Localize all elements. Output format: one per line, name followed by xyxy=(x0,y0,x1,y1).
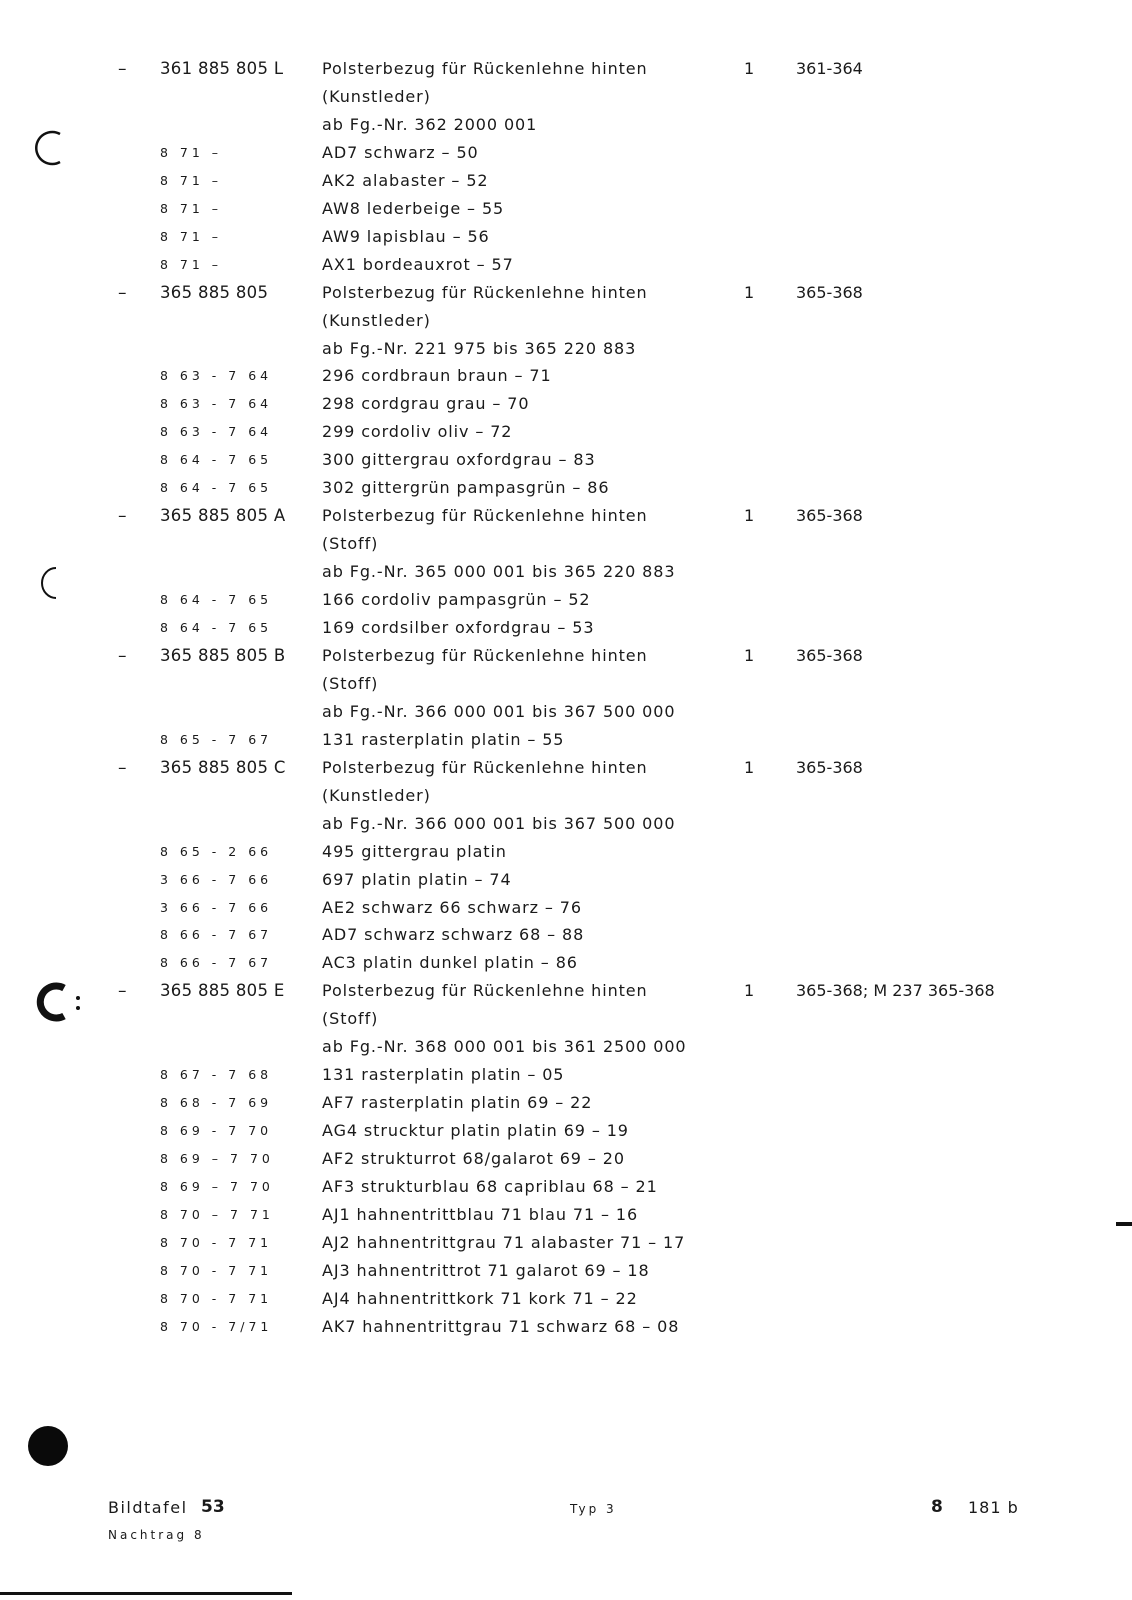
description: Polsterbezug für Rückenlehne hinten xyxy=(322,282,648,302)
description: ab Fg.-Nr. 221 975 bis 365 220 883 xyxy=(322,338,637,358)
part-number: 365 885 805 xyxy=(160,282,269,302)
date-range: 8 69 – 7 70 xyxy=(160,1179,274,1194)
table-row xyxy=(0,140,1132,166)
table-row xyxy=(0,1286,1132,1312)
date-range: 8 71 – xyxy=(160,256,223,272)
description: AC3 platin dunkel platin – 86 xyxy=(322,953,578,973)
description: AF3 strukturblau 68 capriblau 68 – 21 xyxy=(322,1177,658,1196)
description: AJ2 hahnentrittgrau 71 alabaster 71 – 17 xyxy=(322,1232,686,1252)
quantity: 1 xyxy=(744,981,755,1001)
date-range: 8 71 – xyxy=(160,172,223,188)
table-row xyxy=(0,196,1132,222)
date-range: 8 63 - 7 64 xyxy=(160,424,273,440)
table-row xyxy=(0,699,1132,725)
quantity: 1 xyxy=(744,757,755,777)
description: ab Fg.-Nr. 365 000 001 bis 365 220 883 xyxy=(322,562,676,582)
description: AX1 bordeauxrot – 57 xyxy=(322,254,514,274)
table-row xyxy=(0,1314,1132,1340)
description: (Kunstleder) xyxy=(322,310,431,330)
date-range: 8 70 – 7 71 xyxy=(160,1206,274,1222)
illustration-ref: 365-368 xyxy=(796,645,863,665)
row-dash: – xyxy=(118,981,127,1002)
description: AW9 lapisblau – 56 xyxy=(322,226,490,246)
row-dash: – xyxy=(118,59,127,79)
illustration-ref: 365-368; M 237 365-368 xyxy=(796,981,995,1001)
date-range: 8 64 - 7 65 xyxy=(160,620,273,635)
description: (Stoff) xyxy=(322,673,379,693)
table-row xyxy=(0,531,1132,557)
description: AW8 lederbeige – 55 xyxy=(322,198,505,218)
description: (Kunstleder) xyxy=(322,785,431,805)
description: (Kunstleder) xyxy=(322,86,431,106)
table-row xyxy=(0,1062,1132,1088)
description: ab Fg.-Nr. 366 000 001 bis 367 500 000 xyxy=(322,813,676,833)
description: AK7 hahnentrittgrau 71 schwarz 68 – 08 xyxy=(322,1316,680,1336)
row-dash: – xyxy=(118,506,127,527)
typ-label: Typ 3 xyxy=(570,1502,617,1516)
date-range: 8 71 – xyxy=(160,228,223,244)
table-row xyxy=(0,811,1132,837)
description: Polsterbezug für Rückenlehne hinten xyxy=(322,981,648,1001)
description: AF7 rasterplatin platin 69 – 22 xyxy=(322,1093,593,1113)
date-range: 8 64 - 7 65 xyxy=(160,452,273,468)
binding-hole-solid xyxy=(26,1424,72,1470)
date-range: 8 70 - 7/71 xyxy=(160,1318,273,1334)
date-range: 8 71 – xyxy=(160,200,223,216)
table-row xyxy=(0,336,1132,362)
description: 131 rasterplatin platin – 05 xyxy=(322,1065,565,1085)
part-number: 365 885 805 E xyxy=(160,981,285,1001)
description: 298 cordgrau grau – 70 xyxy=(322,394,530,414)
scan-edge-bottom xyxy=(0,1592,292,1595)
table-row xyxy=(0,503,1132,529)
illustration-ref: 365-368 xyxy=(796,282,863,302)
quantity: 1 xyxy=(744,59,755,78)
table-row xyxy=(0,1258,1132,1284)
description: 300 gittergrau oxfordgrau – 83 xyxy=(322,450,596,470)
table-row xyxy=(0,1034,1132,1060)
date-range: 8 66 - 7 67 xyxy=(160,927,273,943)
description: AD7 schwarz schwarz 68 – 88 xyxy=(322,925,585,945)
table-row xyxy=(0,867,1132,893)
description: 296 cordbraun braun – 71 xyxy=(322,366,552,386)
table-row xyxy=(0,978,1132,1004)
table-row xyxy=(0,391,1132,417)
date-range: 3 66 - 7 66 xyxy=(160,899,273,915)
description: AK2 alabaster – 52 xyxy=(322,170,489,190)
table-row xyxy=(0,559,1132,585)
table-row xyxy=(0,755,1132,781)
date-range: 8 70 - 7 71 xyxy=(160,1234,273,1250)
description: ab Fg.-Nr. 366 000 001 bis 367 500 000 xyxy=(322,701,676,721)
description: AF2 strukturrot 68/galarot 69 – 20 xyxy=(322,1149,625,1169)
description: AJ4 hahnentrittkork 71 kork 71 – 22 xyxy=(322,1288,638,1308)
description: 169 cordsilber oxfordgrau – 53 xyxy=(322,618,595,637)
table-row xyxy=(0,727,1132,753)
description: 299 cordoliv oliv – 72 xyxy=(322,422,513,442)
date-range: 8 70 - 7 71 xyxy=(160,1290,273,1306)
description: Polsterbezug für Rückenlehne hinten xyxy=(322,757,648,777)
part-number: 365 885 805 B xyxy=(160,645,286,665)
description: 302 gittergrün pampasgrün – 86 xyxy=(322,478,610,498)
table-row xyxy=(0,56,1132,82)
illustration-ref: 361-364 xyxy=(796,59,863,78)
page-number: 181 b xyxy=(968,1498,1019,1517)
description: 131 rasterplatin platin – 55 xyxy=(322,729,565,749)
description: 495 gittergrau platin xyxy=(322,841,507,861)
description: ab Fg.-Nr. 368 000 001 bis 361 2500 000 xyxy=(322,1037,687,1057)
date-range: 8 65 - 2 66 xyxy=(160,843,273,859)
table-row xyxy=(0,475,1132,501)
table-row xyxy=(0,447,1132,473)
description: AJ3 hahnentrittrot 71 galarot 69 – 18 xyxy=(322,1260,650,1280)
illustration-ref: 365-368 xyxy=(796,757,863,777)
date-range: 3 66 - 7 66 xyxy=(160,871,273,887)
date-range: 8 69 – 7 70 xyxy=(160,1151,274,1167)
description: AE2 schwarz 66 schwarz – 76 xyxy=(322,897,582,917)
date-range: 8 66 - 7 67 xyxy=(160,955,273,971)
date-range: 8 71 – xyxy=(160,144,223,160)
table-row xyxy=(0,363,1132,389)
nachtrag-label: Nachtrag 8 xyxy=(108,1528,205,1542)
table-row xyxy=(0,1118,1132,1144)
row-dash: – xyxy=(118,645,127,666)
table-row xyxy=(0,950,1132,976)
table-row xyxy=(0,839,1132,865)
table-row xyxy=(0,112,1132,138)
table-row xyxy=(0,419,1132,445)
table-row xyxy=(0,783,1132,809)
quantity: 1 xyxy=(744,645,755,665)
description: (Stoff) xyxy=(322,1009,379,1029)
description: Polsterbezug für Rückenlehne hinten xyxy=(322,506,648,526)
table-row xyxy=(0,280,1132,306)
quantity: 1 xyxy=(744,506,755,526)
part-number: 365 885 805 C xyxy=(160,757,286,777)
table-row xyxy=(0,1146,1132,1172)
description: (Stoff) xyxy=(322,534,379,554)
date-range: 8 68 - 7 69 xyxy=(160,1095,273,1111)
date-range: 8 64 - 7 65 xyxy=(160,592,273,608)
description: AD7 schwarz – 50 xyxy=(322,142,479,162)
date-range: 8 70 - 7 71 xyxy=(160,1262,273,1278)
table-row xyxy=(0,1090,1132,1116)
table-row xyxy=(0,615,1132,641)
part-number: 361 885 805 L xyxy=(160,59,284,78)
description: ab Fg.-Nr. 362 2000 001 xyxy=(322,114,538,134)
table-row xyxy=(0,587,1132,613)
table-row xyxy=(0,252,1132,278)
quantity: 1 xyxy=(744,282,755,302)
description: Polsterbezug für Rückenlehne hinten xyxy=(322,645,648,665)
description: AJ1 hahnentrittblau 71 blau 71 – 16 xyxy=(322,1204,639,1224)
table-row xyxy=(0,671,1132,697)
table-row xyxy=(0,895,1132,921)
table-row xyxy=(0,84,1132,110)
bildtafel-label: Bildtafel xyxy=(108,1498,188,1517)
date-range: 8 63 - 7 64 xyxy=(160,368,273,384)
date-range: 8 67 - 7 68 xyxy=(160,1067,273,1083)
table-row xyxy=(0,643,1132,669)
date-range: 8 65 - 7 67 xyxy=(160,731,273,747)
description: 166 cordoliv pampasgrün – 52 xyxy=(322,590,591,610)
row-dash: – xyxy=(118,282,127,303)
table-row xyxy=(0,308,1132,334)
table-row xyxy=(0,1230,1132,1256)
description: AG4 strucktur platin platin 69 – 19 xyxy=(322,1121,629,1141)
row-dash: – xyxy=(118,757,127,778)
table-row xyxy=(0,168,1132,194)
date-range: 8 64 - 7 65 xyxy=(160,480,273,496)
table-row xyxy=(0,224,1132,250)
illustration-ref: 365-368 xyxy=(796,506,863,526)
table-row xyxy=(0,1174,1132,1200)
description: 697 platin platin – 74 xyxy=(322,869,512,889)
group-number: 8 xyxy=(931,1497,943,1517)
date-range: 8 63 - 7 64 xyxy=(160,396,273,412)
description: Polsterbezug für Rückenlehne hinten xyxy=(322,59,648,78)
date-range: 8 69 - 7 70 xyxy=(160,1123,273,1139)
part-number: 365 885 805 A xyxy=(160,506,286,526)
table-row xyxy=(0,1006,1132,1032)
table-row xyxy=(0,1202,1132,1228)
table-row xyxy=(0,922,1132,948)
bildtafel-number: 53 xyxy=(201,1497,225,1517)
